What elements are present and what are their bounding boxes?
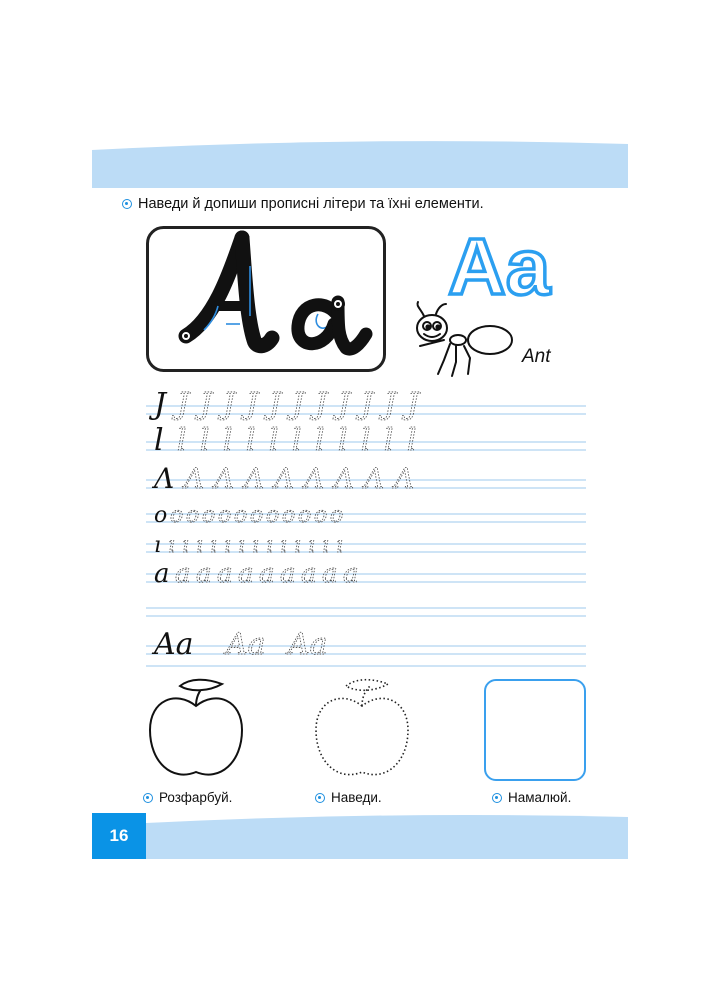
trace-letter[interactable]: o [218,503,232,528]
trace-letter[interactable]: ı [280,533,288,558]
svg-text:Aa: Aa [448,228,551,304]
trace-letter[interactable]: ı [224,533,232,558]
trace-letter[interactable]: o [266,503,280,528]
trace-letter[interactable]: l [200,423,210,458]
trace-letter[interactable]: J [269,387,282,422]
trace-letter[interactable]: a [322,559,338,589]
ant-icon [408,300,520,378]
trace-letter[interactable]: l [338,423,348,458]
trace-letter[interactable]: J [223,387,236,422]
trace-letter[interactable]: ı [252,533,260,558]
trace-letter[interactable]: l [269,423,279,458]
trace-letter[interactable]: l [177,423,187,458]
trace-letter[interactable]: ı [168,533,176,558]
trace-letter[interactable]: o [298,503,312,528]
trace-letter[interactable]: Λ [394,462,415,495]
trace-letter[interactable]: o [250,503,264,528]
trace-letter[interactable]: ı [182,533,190,558]
trace-letter[interactable]: Aa [226,627,266,662]
header-band [92,138,628,188]
trace-letter[interactable]: l [315,423,325,458]
trace-letter[interactable]: o [234,503,248,528]
trace-letter[interactable]: J [246,387,259,422]
trace-letter[interactable]: ı [336,533,344,558]
trace-letter[interactable]: J [200,387,213,422]
trace-letter[interactable]: a [238,559,254,589]
trace-letter[interactable]: ı [294,533,302,558]
trace-letter[interactable]: Λ [274,462,295,495]
writing-lines [146,384,586,674]
task-bullet-icon [122,199,132,209]
trace-letter[interactable]: J [361,387,374,422]
trace-letter[interactable]: J [407,387,420,422]
print-letters-aa [446,228,596,304]
drawing-frame[interactable] [484,679,586,781]
trace-letter[interactable]: Λ [214,462,235,495]
trace-letter[interactable]: J [177,387,190,422]
trace-letter[interactable]: l [223,423,233,458]
model-letter: ı [154,533,162,558]
model-letter: J [154,387,167,422]
task-color [143,790,232,805]
trace-letter[interactable]: l [292,423,302,458]
trace-letter[interactable]: a [280,559,296,589]
trace-letter[interactable]: a [259,559,275,589]
trace-letter[interactable]: Λ [184,462,205,495]
trace-letter[interactable]: ı [238,533,246,558]
trace-letter[interactable]: ı [266,533,274,558]
model-letter: Aa [154,627,194,662]
trace-letter[interactable]: o [170,503,184,528]
task-bullet-icon [492,793,502,803]
apple-outline-icon [146,676,246,786]
trace-letter[interactable]: ı [196,533,204,558]
instruction [122,196,484,212]
trace-letter[interactable]: Aa [288,627,328,662]
practice-rows [148,387,421,662]
trace-letter[interactable]: ı [322,533,330,558]
task-bullet-icon [143,793,153,803]
trace-letter[interactable]: o [202,503,216,528]
trace-letter[interactable]: o [330,503,344,528]
task-color-label: Розфарбуй. [159,790,233,805]
trace-letter[interactable]: J [292,387,305,422]
trace-letter[interactable]: Λ [334,462,355,495]
trace-letter[interactable]: l [407,423,417,458]
trace-letter[interactable]: a [175,559,191,589]
trace-letter[interactable]: J [384,387,397,422]
trace-letter[interactable]: o [282,503,296,528]
trace-letter[interactable]: l [384,423,394,458]
trace-letter[interactable]: Λ [364,462,385,495]
trace-letter[interactable]: a [217,559,233,589]
model-letter: l [154,423,164,458]
trace-letter[interactable]: a [301,559,317,589]
trace-letter[interactable]: ı [308,533,316,558]
trace-letter[interactable]: J [315,387,328,422]
trace-letter[interactable]: Λ [244,462,265,495]
task-draw [492,790,571,805]
model-letter: Λ [154,462,175,495]
task-trace [315,790,382,805]
trace-letter[interactable]: l [361,423,371,458]
instruction-text: Наведи й допиши прописні літери та їхні елементи. [138,196,484,212]
trace-letter[interactable]: l [246,423,256,458]
apple-dotted-icon [312,676,412,786]
trace-letter[interactable]: a [196,559,212,589]
task-draw-label: Намалюй. [508,790,572,805]
task-bullet-icon [315,793,325,803]
task-trace-label: Наведи. [331,790,382,805]
trace-letter[interactable]: o [314,503,328,528]
trace-letter[interactable]: ı [210,533,218,558]
picture-word: Ant [522,346,551,367]
trace-letter[interactable]: J [338,387,351,422]
model-letter: o [154,503,168,528]
model-letter: a [154,559,170,589]
trace-letter[interactable]: Λ [304,462,325,495]
trace-letter[interactable]: a [343,559,359,589]
page-number: 16 [92,813,146,859]
trace-letter[interactable]: o [186,503,200,528]
letter-card [146,226,386,372]
footer-band [146,813,628,859]
